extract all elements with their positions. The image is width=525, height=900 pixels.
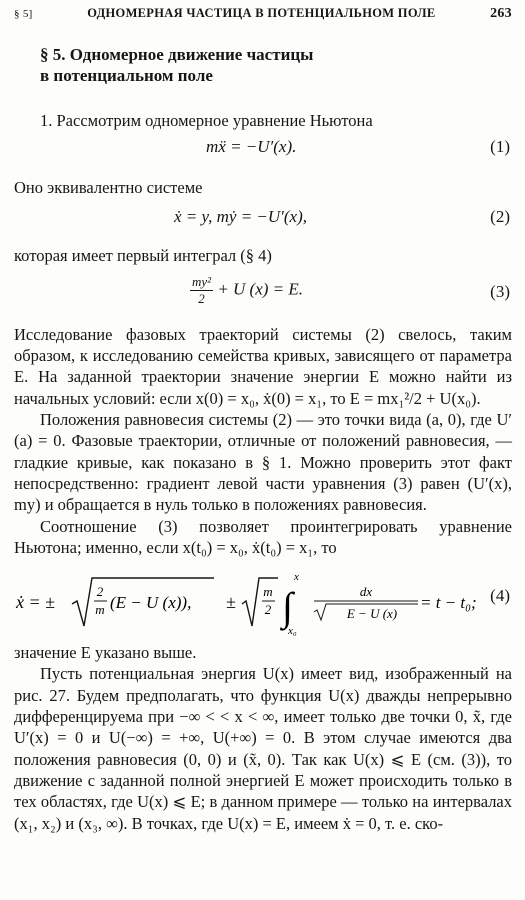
equation-3-body bbox=[190, 274, 303, 307]
equation-3-number: (3) bbox=[490, 281, 510, 301]
paragraph-3: которая имеет первый интеграл (§ 4) bbox=[14, 245, 272, 265]
book-page bbox=[14, 6, 512, 834]
equation-2 bbox=[14, 207, 512, 233]
equation-4-upper-limit: x bbox=[294, 571, 299, 584]
equation-3-fraction bbox=[190, 274, 213, 307]
equation-4-mid: ± bbox=[226, 592, 236, 613]
running-header bbox=[14, 6, 512, 28]
equation-2-number: (2) bbox=[490, 206, 510, 226]
equation-1-body: mẍ = −U′(x). bbox=[206, 137, 297, 157]
equation-1-number: (1) bbox=[490, 137, 510, 157]
header-section: § 5] bbox=[14, 8, 33, 20]
equation-4-lower-limit: x₀ bbox=[288, 625, 297, 638]
equation-4-integrand-den: E − U (x) bbox=[346, 606, 398, 622]
equation-4-lhs: ẋ = ± bbox=[16, 592, 56, 613]
paragraph-4: Исследование фазовых траекторий системы (2) свелось, таким образом, к исследованию семейства кривых, зависящего от параметра E. На заданной траектории значение энергии E можно найти из начальных условий: если x(0) = x₀, ẋ(0) = x₁, то E = mx₁²/2 + U(x₀). bbox=[14, 324, 512, 408]
equation-4-frac1-den: m bbox=[95, 602, 105, 618]
equation-4-integrand-num: dx bbox=[359, 584, 373, 600]
equation-3-numerator: my² bbox=[192, 273, 212, 289]
equation-2-body: ẋ = y, mẏ = −U′(x), bbox=[174, 206, 308, 226]
paragraph-1: 1. Рассмотрим одномерное уравнение Ньютона bbox=[40, 111, 373, 130]
equation-4-frac1-num: 2 bbox=[96, 584, 104, 600]
equation-1 bbox=[14, 137, 512, 163]
equation-3 bbox=[14, 268, 512, 314]
equation-3-denominator: 2 bbox=[198, 290, 205, 306]
equation-4-rhs: = t − t₀; bbox=[420, 593, 477, 613]
equation-3-rest: + U (x) = E. bbox=[217, 279, 304, 299]
paragraph-5: Положения равновесия системы (2) — это точки вида (a, 0), где U′(a) = 0. Фазовые траектории, отличные от положений равновесия, — гладкие кривые, как показано в § 1. Можно проверить этот факт непосредственно: градиент левой части уравнения (3) равен (U′(x), my) и обращается в нуль только в положениях равновесия. bbox=[14, 410, 512, 515]
section-heading-line2: в потенциальном поле bbox=[40, 66, 213, 85]
section-heading-line1: § 5. Одномерное движение частицы bbox=[40, 45, 314, 64]
equation-4 bbox=[14, 564, 512, 636]
equation-4-svg bbox=[14, 568, 484, 638]
paragraph-6: Соотношение (3) позволяет проинтегрировать уравнение Ньютона; именно, если x(t₀) = x₀, ẋ(t₀) = x₁, то bbox=[14, 516, 512, 557]
equation-4-number: (4) bbox=[490, 586, 510, 606]
paragraph-2: Оно эквивалентно системе bbox=[14, 178, 203, 198]
paragraph-7: значение E указано выше. bbox=[14, 643, 197, 663]
equation-4-integral-sign: ∫ bbox=[282, 584, 293, 630]
equation-4-frac2-den: 2 bbox=[264, 602, 272, 618]
page-number: 263 bbox=[490, 6, 512, 21]
section-heading bbox=[40, 44, 512, 86]
header-title: ОДНОМЕРНАЯ ЧАСТИЦА В ПОТЕНЦИАЛЬНОМ ПОЛЕ bbox=[87, 6, 436, 20]
equation-4-frac2-num: m bbox=[263, 584, 273, 600]
equation-4-radicand: (E − U (x)), bbox=[110, 593, 192, 613]
paragraph-8: Пусть потенциальная энергия U(x) имеет вид, изображенный на рис. 27. Будем предполагать, что функция U(x) дважды непрерывно дифференцируема при −∞ < < x < ∞, имеет только две точки 0, x̃, где U′(x) = 0 и U(−∞) = +∞, U(+∞) = 0. В этом случае имеются два положения равновесия (0, 0) и (x̃, 0). Так как U(x) ⩽ E (см. (3)), то движение с заданной полной энергией E может происходить только в тех областях, где U(x) ⩽ E; в данном примере — только на интервалах (x₁, x₂) и (x₃, ∞). В точках, где U(x) = E, имеем ẋ = 0, т. е. ско- bbox=[14, 664, 512, 833]
